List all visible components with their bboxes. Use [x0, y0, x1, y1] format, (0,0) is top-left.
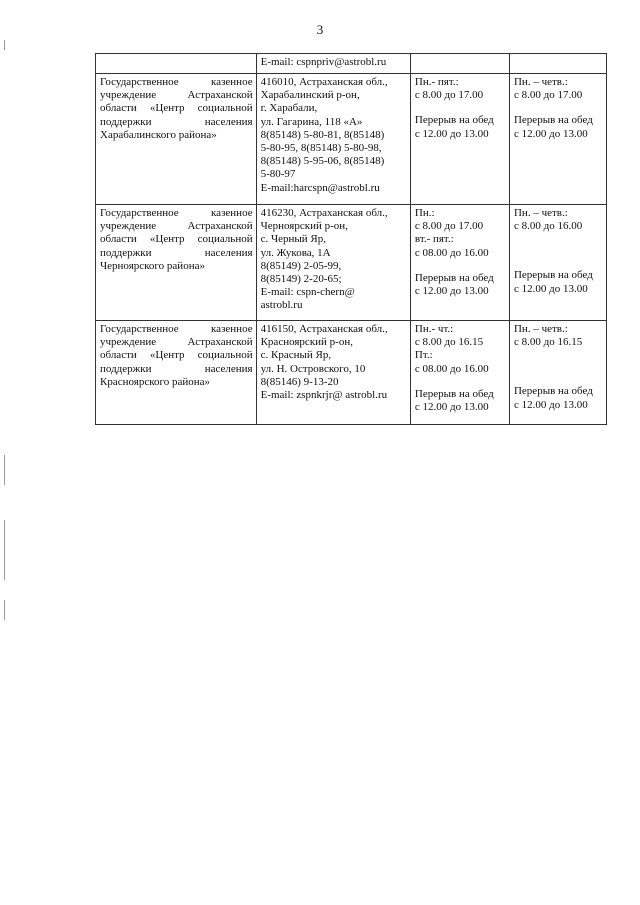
contacts-table	[95, 53, 607, 425]
address-line: 416150, Астраханская обл.,	[260, 323, 388, 335]
address-line: ул. Н. Островского, 10	[260, 362, 366, 375]
address-line: с. Черный Яр,	[260, 233, 327, 246]
work-time: с 8.00 до 17.00	[513, 89, 583, 102]
hours-cell	[410, 54, 509, 74]
address-line: Красноярский р-он,	[260, 336, 353, 349]
org-cell	[96, 321, 257, 425]
email-text: E-mail: zspnkrjr@ astrobl.ru	[260, 389, 388, 402]
phone-line: 8(85149) 2-05-99,	[260, 259, 342, 272]
work-days: Пн.- пят.:	[414, 76, 459, 88]
work-time: с 8.00 до 17.00	[414, 220, 484, 233]
org-cell	[96, 54, 257, 74]
lunch-label: Перерыв на обед	[513, 269, 593, 282]
scan-artifact	[4, 600, 5, 620]
email-text: E-mail:harcspn@astrobl.ru	[260, 181, 380, 194]
hours-cell	[410, 205, 509, 321]
address-line: ул. Гагарина, 118 «А»	[260, 115, 363, 128]
hours-cell	[410, 321, 509, 425]
work-time: с 8.00 до 16.15	[513, 336, 583, 349]
address-line: Харабалинский р-он,	[260, 89, 360, 102]
lunch-time: с 12.00 до 13.00	[513, 398, 588, 411]
org-name: Государственное казенное учреждение Астраханской области «Центр социальной поддержки населения Черноярского района»	[100, 207, 253, 272]
email-text: E-mail: cspn-chern@	[260, 286, 355, 299]
table-row	[96, 205, 607, 321]
work-days: Пн. – четв.:	[513, 323, 568, 335]
hours-cell	[509, 321, 606, 425]
address-cell	[256, 74, 410, 205]
phone-line: 8(85148) 5-95-06, 8(85148)	[260, 155, 385, 168]
table-row	[96, 54, 607, 74]
scan-artifact	[4, 455, 5, 485]
address-cell	[256, 321, 410, 425]
work-days: Пн. – четв.:	[513, 76, 568, 88]
phone-line: 8(85146) 9-13-20	[260, 375, 339, 388]
lunch-label: Перерыв на обед	[513, 114, 593, 127]
lunch-label: Перерыв на обед	[414, 114, 494, 127]
scan-artifact	[4, 520, 5, 580]
phone-line: 8(85148) 5-80-81, 8(85148)	[260, 128, 385, 141]
work-days: Пт.:	[414, 349, 433, 362]
table-row	[96, 74, 607, 205]
address-line: 416230, Астраханская обл.,	[260, 207, 388, 219]
address-line: с. Красный Яр,	[260, 349, 332, 362]
lunch-label: Перерыв на обед	[414, 271, 494, 284]
address-cell	[256, 205, 410, 321]
lunch-label: Перерыв на обед	[414, 387, 494, 400]
page-number: 3	[316, 22, 324, 37]
work-time: с 08.00 до 16.00	[414, 362, 489, 375]
lunch-time: с 12.00 до 13.00	[414, 401, 489, 414]
hours-cell	[509, 74, 606, 205]
phone-line: 5-80-97	[260, 168, 296, 181]
address-line: ул. Жукова, 1А	[260, 246, 331, 259]
lunch-time: с 12.00 до 13.00	[513, 282, 588, 295]
org-name: Государственное казенное учреждение Астраханской области «Центр социальной поддержки населения Харабалинского района»	[100, 76, 253, 141]
work-days: вт.- пят.:	[414, 233, 454, 246]
address-line: Черноярский р-он,	[260, 220, 348, 233]
org-name: Государственное казенное учреждение Астраханской области «Центр социальной поддержки населения Красноярского района»	[100, 323, 253, 388]
phone-line: 5-80-95, 8(85148) 5-80-98,	[260, 142, 382, 155]
work-days: Пн. – четв.:	[513, 207, 568, 219]
lunch-time: с 12.00 до 13.00	[414, 285, 489, 298]
work-days: Пн.- чт.:	[414, 323, 454, 335]
work-time: с 8.00 до 16.00	[513, 220, 583, 233]
hours-cell	[410, 74, 509, 205]
hours-cell	[509, 205, 606, 321]
address-line: г. Харабали,	[260, 102, 318, 115]
email-text: E-mail: cspnpriv@astrobl.ru	[260, 56, 387, 68]
lunch-time: с 12.00 до 13.00	[414, 127, 489, 140]
email-text: astrobl.ru	[260, 299, 303, 312]
org-cell	[96, 205, 257, 321]
hours-cell	[509, 54, 606, 74]
work-time: с 8.00 до 16.15	[414, 336, 484, 349]
lunch-label: Перерыв на обед	[513, 385, 593, 398]
scan-artifact	[4, 40, 5, 50]
phone-line: 8(85149) 2-20-65;	[260, 273, 342, 286]
address-cell	[256, 54, 410, 74]
lunch-time: с 12.00 до 13.00	[513, 127, 588, 140]
org-cell	[96, 74, 257, 205]
work-time: с 8.00 до 17.00	[414, 89, 484, 102]
address-line: 416010, Астраханская обл.,	[260, 76, 388, 88]
work-time: с 08.00 до 16.00	[414, 246, 489, 259]
table-row	[96, 321, 607, 425]
work-days: Пн.:	[414, 207, 435, 219]
